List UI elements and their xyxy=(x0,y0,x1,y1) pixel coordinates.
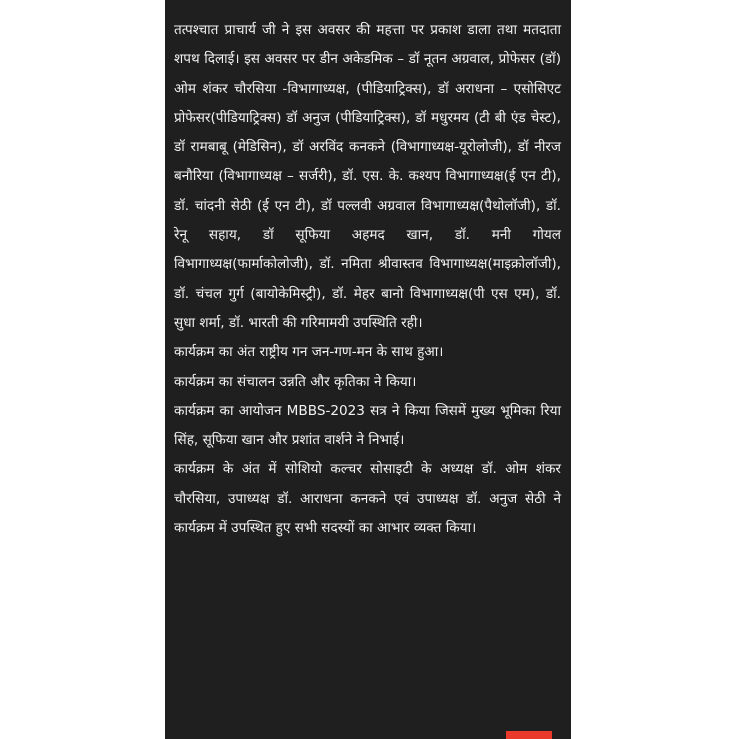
article-body xyxy=(174,16,561,543)
paragraph-attendees: तत्पश्चात प्राचार्य जी ने इस अवसर की महत्ता पर प्रकाश डाला तथा मतदाता शपथ दिलाई। इस अवसर पर डीन अकेडमिक – डॉ नूतन अग्रवाल, प्रोफेसर (डॉ) ओम शंकर चौरसिया -विभागाध्यक्ष, (पीडियाट्रिक्स), डॉ अराधना – एसोसिएट प्रोफेसर(पीडियाट्रिक्स) डॉ अनुज (पीडियाट्रिक्स), डॉ मधुरमय (टी बी एंड चेस्ट), डॉ रामबाबू (मेडिसिन), डॉ अरविंद कनकने (विभागाध्यक्ष-यूरोलोजी), डॉ नीरज बनौरिया (विभागाध्यक्ष – सर्जरी), डॉ. एस. के. कश्यप विभागाध्यक्ष(ई एन टी), डॉ. चांदनी सेठी (ई एन टी), डॉ पल्लवी अग्रवाल विभागाध्यक्ष(पैथोलॉजी), डॉ. रेनू सहाय, डॉ सूफिया अहमद खान, डॉ. मनी गोयल विभागाध्यक्ष(फार्माकोलोजी), डॉ. नमिता श्रीवास्तव विभागाध्यक्ष(माइक्रोलॉजी), डॉ. चंचल गुर्ग (बायोकेमिस्ट्री), डॉ. मेहर बानो विभागाध्यक्ष(पी एस एम), डॉ. सुधा शर्मा, डॉ. भारती की गरिमामयी उपस्थिति रही। xyxy=(174,22,561,331)
paragraph-anthem: कार्यक्रम का अंत राष्ट्रीय गन जन-गण-मन के साथ हुआ। xyxy=(174,344,444,361)
scroll-to-top-button[interactable] xyxy=(506,731,552,739)
paragraph-organizers: कार्यक्रम का आयोजन MBBS-2023 सत्र ने किया जिसमें मुख्य भूमिका रिया सिंह, सूफिया खान और प्रशांत वार्शने ने निभाई। xyxy=(174,402,561,449)
paragraph-anchors: कार्यक्रम का संचालन उन्नति और कृतिका ने किया। xyxy=(174,373,417,390)
paragraph-vote-of-thanks: कार्यक्रम के अंत में सोशियो कल्चर सोसाइटी के अध्यक्ष डॉ. ओम शंकर चौरसिया, उपाध्यक्ष डॉ. आराधना कनकने एवं उपाध्यक्ष डॉ. अनुज सेठी ने कार्यक्रम में उपस्थित हुए सभी सदस्यों का आभार व्यक्त किया। xyxy=(174,461,561,537)
article-panel xyxy=(165,0,571,739)
